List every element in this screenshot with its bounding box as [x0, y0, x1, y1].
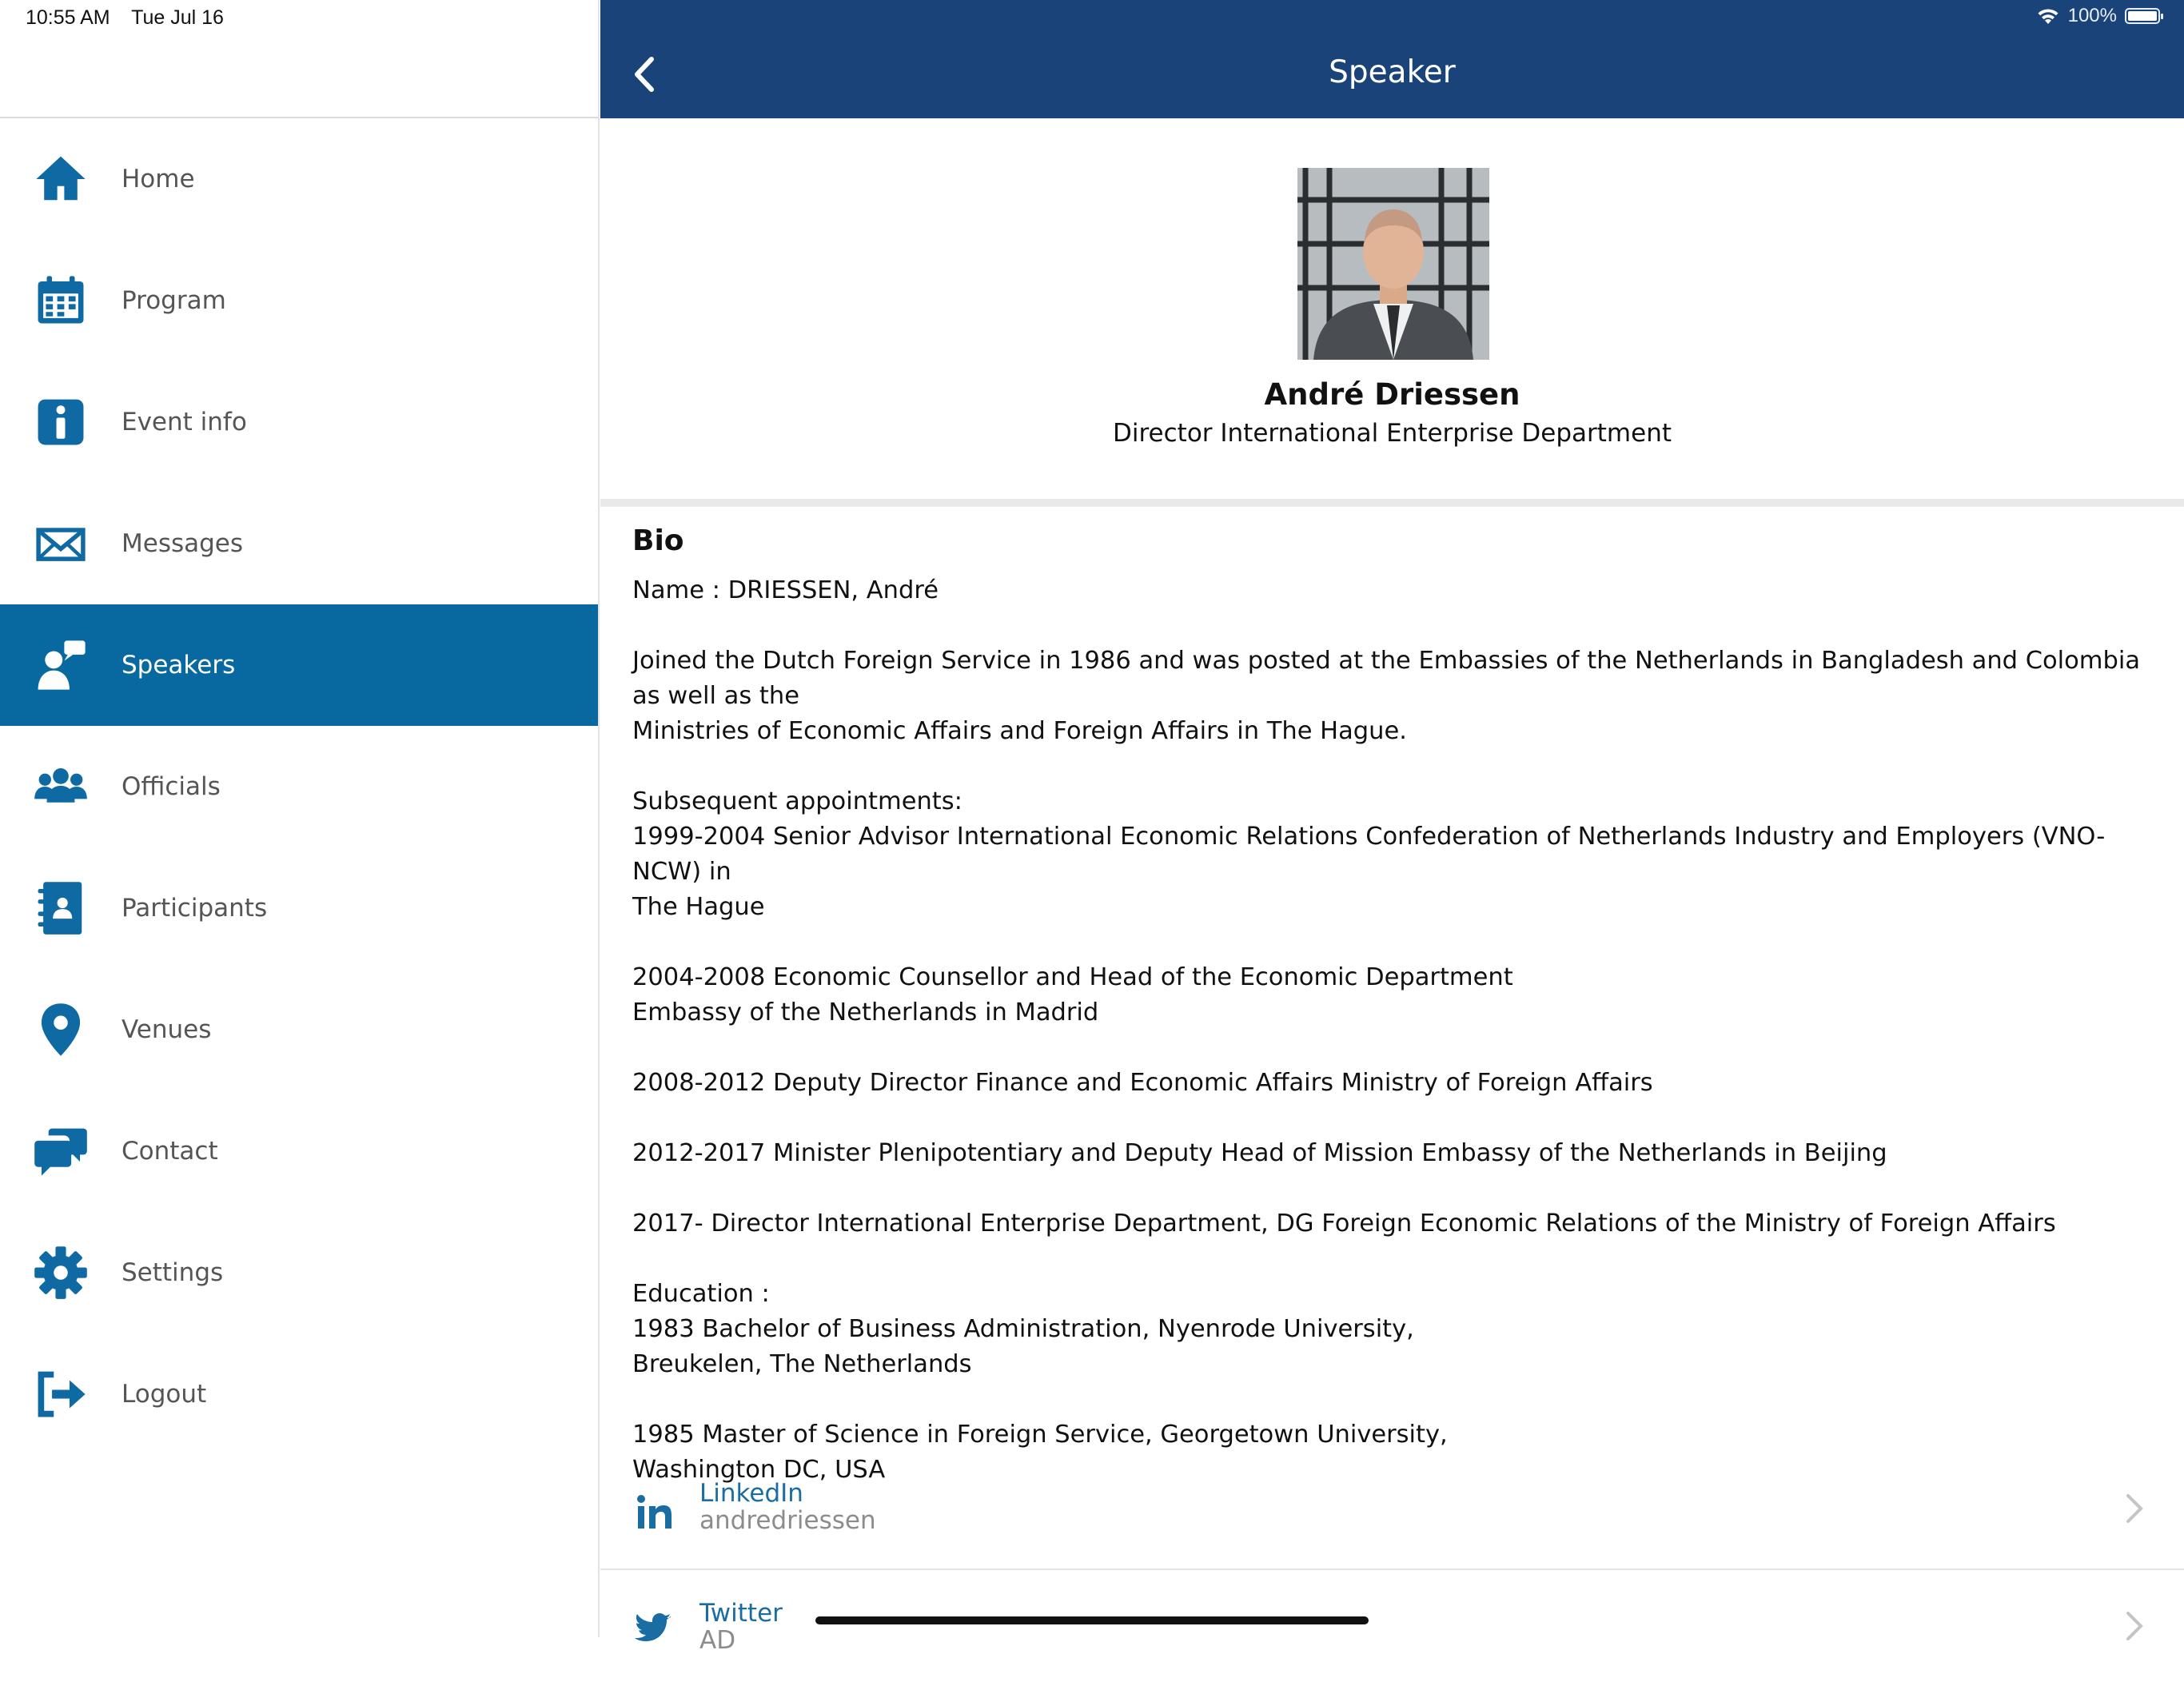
status-time: 10:55 AM — [26, 6, 110, 29]
envelope-icon — [30, 513, 91, 574]
twitter-row[interactable] — [600, 1570, 2184, 1690]
home-indicator[interactable] — [815, 1616, 1369, 1624]
sidebar-item-label: Settings — [122, 1258, 224, 1287]
battery-icon — [2125, 8, 2160, 24]
sidebar-item-logout[interactable] — [0, 1333, 598, 1455]
sidebar-item-label: Speakers — [122, 651, 236, 680]
sidebar-item-label: Contact — [122, 1137, 218, 1166]
sidebar-item-venues[interactable] — [0, 969, 598, 1090]
sidebar-nav — [0, 118, 598, 1455]
status-bar-left — [26, 6, 240, 30]
chat-icon — [30, 1121, 91, 1182]
sidebar-item-label: Venues — [122, 1015, 212, 1044]
bio-section — [632, 524, 2151, 1488]
sidebar-item-settings[interactable] — [0, 1212, 598, 1333]
sidebar-item-messages[interactable] — [0, 483, 598, 604]
speaker-icon — [30, 635, 91, 696]
bio-heading: Bio — [632, 524, 684, 557]
status-date: Tue Jul 16 — [131, 6, 224, 29]
linkedin-title: LinkedIn — [699, 1479, 803, 1508]
chevron-right-icon — [2125, 1610, 2144, 1642]
contact-book-icon — [30, 878, 91, 939]
info-icon — [30, 392, 91, 452]
sidebar-item-label: Participants — [122, 894, 268, 923]
linkedin-handle: andredriessen — [699, 1506, 876, 1535]
sidebar — [0, 0, 600, 1637]
linkedin-row[interactable] — [600, 1449, 2184, 1570]
sidebar-item-speakers[interactable] — [0, 604, 598, 726]
twitter-title: Twitter — [699, 1599, 783, 1628]
speaker-role: Director International Enterprise Department — [1113, 419, 1672, 448]
chevron-right-icon — [2125, 1493, 2144, 1525]
sidebar-item-label: Home — [122, 165, 195, 193]
linkedin-icon — [636, 1494, 672, 1531]
home-icon — [30, 149, 91, 209]
wifi-icon — [2036, 6, 2060, 26]
logout-icon — [30, 1364, 91, 1425]
section-divider — [600, 499, 2184, 507]
twitter-handle: AD — [699, 1626, 736, 1655]
status-bar-right — [2036, 5, 2160, 27]
gear-icon — [30, 1242, 91, 1303]
sidebar-item-label: Event info — [122, 408, 247, 436]
sidebar-item-event-info[interactable] — [0, 361, 598, 483]
sidebar-item-label: Officials — [122, 772, 221, 801]
sidebar-item-program[interactable] — [0, 240, 598, 361]
sidebar-item-participants[interactable] — [0, 847, 598, 969]
sidebar-item-label: Program — [122, 286, 226, 315]
page-title: Speaker — [1329, 54, 1456, 90]
twitter-icon — [636, 1610, 672, 1647]
battery-percent: 100% — [2067, 5, 2117, 26]
sidebar-item-officials[interactable] — [0, 726, 598, 847]
avatar — [1297, 168, 1489, 360]
navigation-bar — [600, 0, 2184, 118]
map-pin-icon — [30, 999, 91, 1060]
bio-text: Name : DRIESSEN, André Joined the Dutch Foreign Service in 1986 and was posted at the Embassies of the Netherlands in Bangladesh and Colombia as well as the Ministries of Economic Affairs and Foreign Affairs in The Hague. Subsequent appointments: 1999-2004 Senior Advisor International Economic Relations Confederation of Netherlands Industry and Employers (VNO-NCW) in The Hague 2004-2008 Economic Counsellor and Head of the Economic Department Embassy of the Netherlands in Madrid 2008-2012 Deputy Director Finance and Economic Affairs Ministry of Foreign Affairs 2012-2017 Minister Plenipotentiary and Deputy Head of Mission Embassy of the Netherlands in Beijing 2017- Director International Enterprise Department, DG Foreign Economic Relations of the Ministry of Foreign Affairs Education : 1983 Bachelor of Business Administration, Nyenrode University, Breukelen, The Netherlands 1985 Master of Science in Foreign Service, Georgetown University, Washington DC, USA — [632, 576, 2141, 1484]
main-content — [600, 0, 2184, 1655]
calendar-icon — [30, 270, 91, 331]
sidebar-item-label: Messages — [122, 529, 244, 558]
group-icon — [30, 756, 91, 817]
sidebar-item-label: Logout — [122, 1380, 207, 1409]
sidebar-item-home[interactable] — [0, 118, 598, 240]
sidebar-item-contact[interactable] — [0, 1090, 598, 1212]
speaker-name: André Driessen — [1264, 377, 1520, 412]
speaker-profile — [600, 118, 2184, 499]
